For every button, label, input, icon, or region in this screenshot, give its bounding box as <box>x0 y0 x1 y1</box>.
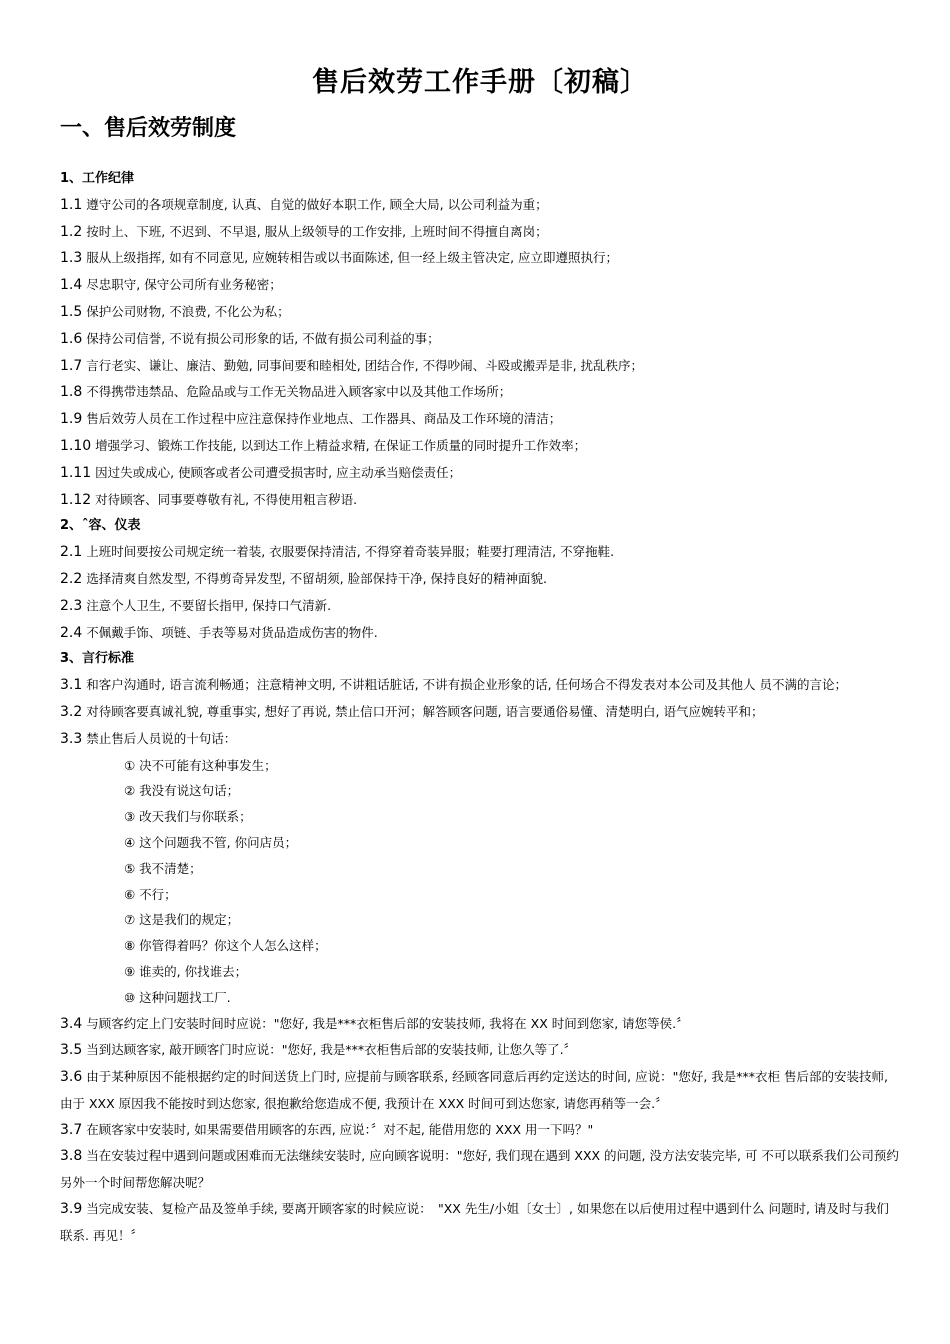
clause-item <box>60 1143 900 1196</box>
document-page <box>60 62 900 1249</box>
clause-item <box>60 192 900 219</box>
forbidden-phrase-item: ⑥ 不行； <box>124 886 177 902</box>
clause-item <box>60 245 900 272</box>
clause-text: 在顾客家中安装时, 如果需要借用顾客的东西, 应说：〞对不起, 能借用您的 XXX 用一下吗？" <box>86 1121 594 1137</box>
clause-number: 3.7 <box>60 1121 83 1138</box>
clause-number: 2.4 <box>60 624 83 641</box>
clause-text: 服从上级指挥, 如有不同意见, 应婉转相告或以书面陈述, 但一经上级主管决定, 应立即遵照执行； <box>86 250 619 266</box>
clause-number: 3.2 <box>60 703 83 720</box>
clause-item <box>60 593 900 620</box>
clause-text: 与顾客约定上门安装时间时应说："您好, 我是***衣柜售后部的安装技师, 我将在 XX 时间到您家, 请您等侯.〞 <box>86 1015 689 1031</box>
clause-text: 增强学习、锻炼工作技能, 以到达工作上精益求精, 在保证工作质量的同时提升工作效率； <box>95 437 587 453</box>
clause-number: 3.9 <box>60 1201 83 1218</box>
clause-number: 1.1 <box>60 196 83 213</box>
clause-number: 3.4 <box>60 1015 83 1032</box>
clause-text: 当在安装过程中遇到问题或困难而无法继续安装时, 应向顾客说明："您好, 我们现在遇到 XXX 的问题, 没方法安装完毕, 可 不可以联系我们公司预约另外一个时间帮您解决呢？ <box>60 1148 899 1191</box>
clause-text: 言行老实、谦让、廉洁、勤勉, 同事间要和睦相处, 团结合作, 不得吵闹、斗殴或搬弄是非, 扰乱秩序； <box>86 357 644 373</box>
clause-text: 因过失或成心, 使顾客或者公司遭受损害时, 应主动承当赔偿责任； <box>95 464 462 480</box>
forbidden-phrase-item: ② 我没有说这句话； <box>124 783 240 799</box>
clause-item <box>60 1117 900 1144</box>
clause-text: 尽忠职守, 保守公司所有业务秘密； <box>86 277 282 293</box>
clause-item <box>60 539 900 566</box>
clause-item <box>60 1011 900 1038</box>
forbidden-phrase-item: ④ 这个问题我不管, 你问店员； <box>124 834 298 850</box>
clause-number: 2.1 <box>60 544 83 561</box>
clause-text: 当到达顾客家, 敲开顾客门时应说："您好, 我是***衣柜售后部的安装技师, 让您久等了.〞 <box>86 1042 577 1058</box>
clause-item <box>60 620 900 647</box>
clause-text: 选择清爽自然发型, 不得剪奇异发型, 不留胡须, 脸部保持干净, 保持良好的精神面貌. <box>86 570 548 586</box>
clause-text: 上班时间要按公司规定统一着装, 衣服要保持清洁, 不得穿着奇装异服；鞋要打理清洁, 不穿拖鞋. <box>86 544 615 560</box>
section-content <box>60 166 900 1249</box>
clause-text: 对待顾客要真诚礼貌, 尊重事实, 想好了再说, 禁止信口开河；解答顾客问题, 语言要通俗易懂、清楚明白, 语气应婉转平和； <box>86 703 764 719</box>
clause-number: 3.1 <box>60 677 83 694</box>
subsection-heading: 1、工作纪律 <box>60 171 135 186</box>
clause-number: 1.12 <box>60 491 92 508</box>
clause-number: 3.3 <box>60 730 83 747</box>
clause-item <box>60 299 900 326</box>
clause-text: 按时上、下班, 不迟到、不早退, 服从上级领导的工作安排, 上班时间不得擅自离岗； <box>86 223 548 239</box>
forbidden-phrase-item: ⑧ 你管得着吗？你这个人怎么这样； <box>124 938 327 954</box>
forbidden-phrase-item: ⑨ 谁卖的, 你找谁去； <box>124 963 248 979</box>
clause-number: 1.3 <box>60 250 83 267</box>
clause-text: 由于某种原因不能根据约定的时间送货上门时, 应提前与顾客联系, 经顾客同意后再约定送达的时间, 应说："您好, 我是***衣柜 售后部的安装技师, 由于 XXX 原因我不能按时到达您家, 很抱歉给您造成不便, 我预计在 XXX 时间可到达您家, 请您再稍等一会.〞 <box>60 1069 889 1111</box>
clause-text: 当完成安装、复检产品及签单手续, 要离开顾客家的时候应说： "XX 先生/小姐〔女士〕, 如果您在以后使用过程中遇到什么 问题时, 请及时与我们联系. 再见！〞 <box>60 1201 889 1243</box>
clause-number: 1.8 <box>60 384 83 401</box>
clause-text: 注意个人卫生, 不要留长指甲, 保持口气清新. <box>86 597 332 613</box>
clause-number: 3.5 <box>60 1042 83 1059</box>
clause-item <box>60 1037 900 1064</box>
clause-number: 3.8 <box>60 1148 83 1165</box>
clause-number: 1.2 <box>60 223 83 240</box>
clause-item <box>60 672 900 699</box>
clause-text: 和客户沟通时, 语言流利畅通；注意精神文明, 不讲粗话脏话, 不讲有损企业形象的话, 任何场合不得发表对本公司及其他人 员不满的言论； <box>86 677 848 693</box>
clause-item <box>60 219 900 246</box>
subsection-heading: 2、ˆ容、仪表 <box>60 518 141 534</box>
clause-item <box>60 406 900 433</box>
clause-number: 1.11 <box>60 464 92 481</box>
clause-number: 1.10 <box>60 437 92 454</box>
clause-text: 售后效劳人员在工作过程中应注意保持作业地点、工作器具、商品及工作环境的清洁； <box>86 411 562 427</box>
clause-item <box>60 353 900 380</box>
forbidden-phrase-item: ① 决不可能有这种事发生； <box>124 757 277 773</box>
clause-number: 3.6 <box>60 1069 83 1086</box>
clause-text: 禁止售后人员说的十句话： <box>86 730 237 746</box>
clause-item <box>60 379 900 406</box>
clause-text: 不得携带违禁品、危险品或与工作无关物品进入顾客家中以及其他工作场所； <box>86 384 512 400</box>
forbidden-phrase-item: ⑩ 这种问题找工厂. <box>124 989 231 1005</box>
document-title: 售后效劳工作手册〔初稿〕 <box>312 67 648 98</box>
clause-text: 不佩戴手饰、项链、手表等易对货品造成伤害的物件. <box>86 624 378 640</box>
subsection-heading: 3、言行标准 <box>60 651 135 667</box>
clause-number: 1.4 <box>60 277 83 294</box>
clause-text: 保持公司信誉, 不说有损公司形象的话, 不做有损公司利益的事； <box>86 330 440 346</box>
section-heading: 一、售后效劳制度 <box>60 116 237 141</box>
clause-item <box>60 326 900 353</box>
clause-number: 1.6 <box>60 330 83 347</box>
forbidden-phrase-item: ⑦ 这是我们的规定； <box>124 912 240 928</box>
clause-number: 1.5 <box>60 303 83 320</box>
clause-text: 遵守公司的各项规章制度, 认真、自觉的做好本职工作, 顾全大局, 以公司利益为重； <box>86 196 548 212</box>
clause-number: 1.9 <box>60 411 83 428</box>
clause-text: 对待顾客、同事要尊敬有礼, 不得使用粗言秽语. <box>95 491 358 507</box>
clause-number: 2.2 <box>60 570 83 587</box>
forbidden-phrase-item: ⑤ 我不清楚； <box>124 860 202 876</box>
clause-item <box>60 726 900 753</box>
forbidden-phrase-item: ③ 改天我们与你联系； <box>124 809 252 825</box>
clause-number: 1.7 <box>60 357 83 374</box>
clause-item <box>60 460 900 487</box>
clause-item <box>60 566 900 593</box>
clause-text: 保护公司财物, 不浪费, 不化公为私； <box>86 303 290 319</box>
clause-item <box>60 487 900 514</box>
clause-item <box>60 433 900 460</box>
clause-item <box>60 1196 900 1249</box>
clause-item <box>60 272 900 299</box>
clause-number: 2.3 <box>60 597 83 614</box>
clause-item <box>60 1064 900 1117</box>
clause-item <box>60 699 900 726</box>
